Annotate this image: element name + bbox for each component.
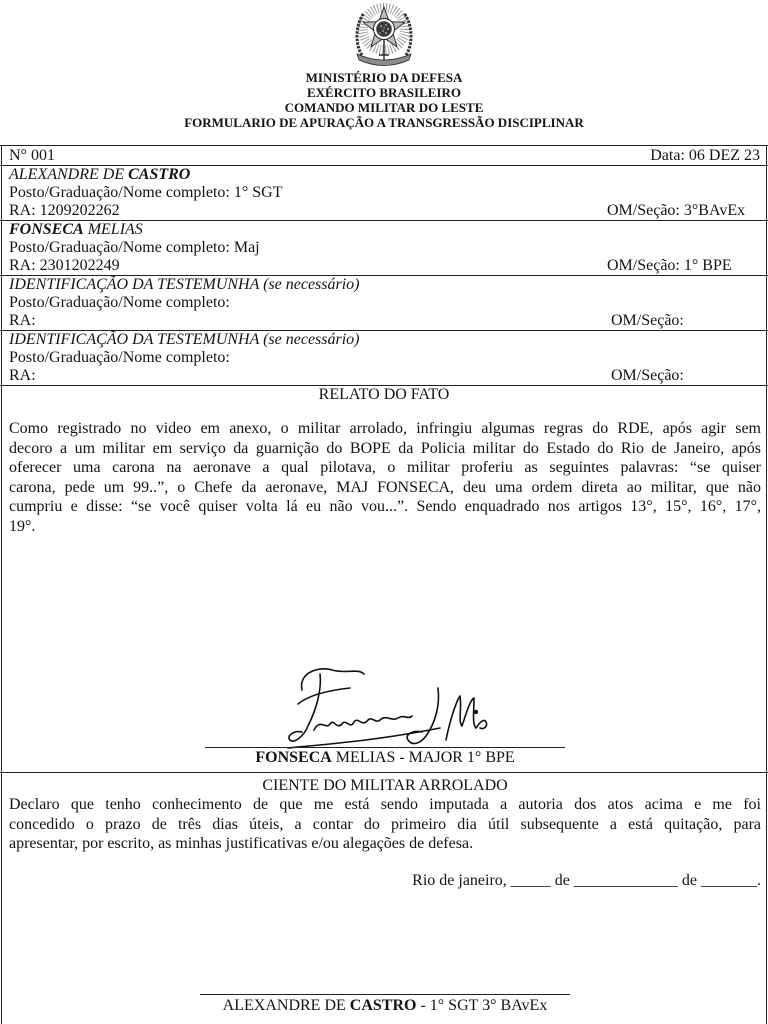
reporter-given-name: MELIAS xyxy=(83,221,143,238)
reporter-name xyxy=(0,221,768,239)
witness-om: OM/Seção: xyxy=(611,312,684,329)
witness-ra-line xyxy=(0,312,768,330)
accused-om: OM/Seção: 3°BAvEx xyxy=(607,202,746,219)
report-line: 19°. xyxy=(9,517,36,535)
reporter-signature-rest: MELIAS - MAJOR 1° BPE xyxy=(331,749,515,766)
witness-om: OM/Seção: xyxy=(611,367,684,384)
army-title: EXÉRCITO BRASILEIRO xyxy=(306,85,461,100)
witness-heading: IDENTIFICAÇÃO DA TESTEMUNHA (se necessário) xyxy=(9,276,360,293)
accused-ra: RA: 1209202262 xyxy=(9,202,120,219)
witness-section-1 xyxy=(0,276,768,331)
witness-ra-line xyxy=(0,367,768,385)
acknowledgement-line: concedido o prazo de três dias úteis, a contar do primeiro dia útil subsequente a está quitação, para xyxy=(9,815,761,833)
ministry-title: MINISTÉRIO DA DEFESA xyxy=(305,70,463,85)
reporter-ra-line xyxy=(0,257,768,275)
reporter-ra: RA: 2301202249 xyxy=(9,257,120,274)
command-title: COMANDO MILITAR DO LESTE xyxy=(284,100,484,115)
form-header-row xyxy=(0,146,768,166)
coat-of-arms-emblem xyxy=(352,3,416,67)
section-divider xyxy=(0,772,768,773)
reporter-signature-surname: FONSECA xyxy=(255,749,332,766)
witness-rank: Posto/Graduação/Nome completo: xyxy=(9,294,230,311)
accused-signature-given: ALEXANDRE DE xyxy=(222,997,350,1014)
accused-ra-line xyxy=(0,202,768,220)
report-title: RELATO DO FATO xyxy=(318,386,450,403)
accused-given-name: ALEXANDRE DE xyxy=(9,166,129,183)
document-header xyxy=(0,70,768,130)
witness-heading: IDENTIFICAÇÃO DA TESTEMUNHA (se necessário) xyxy=(9,331,360,348)
accused-section xyxy=(0,166,768,221)
place-date: Rio de janeiro, _____ de _____________ de _______. xyxy=(412,871,761,889)
report-line: carona, pede um 99..”, o Chefe da aeronave, MAJ FONSECA, deu uma ordem direta ao militar, que não xyxy=(9,478,761,496)
witness-section-2 xyxy=(0,331,768,386)
acknowledgement-title: CIENTE DO MILITAR ARROLADO xyxy=(262,777,508,794)
witness-rank: Posto/Graduação/Nome completo: xyxy=(9,349,230,366)
report-line: cumpriu e disse: “se você quiser volta lá eu não vou...”. Sendo enquadrado nos artigos 13°, 15°, 16°, 17°, xyxy=(9,498,761,515)
acknowledgement-section xyxy=(9,777,761,890)
witness-ra: RA: xyxy=(9,367,36,384)
witness-ra: RA: xyxy=(9,312,36,329)
form-title: FORMULARIO DE APURAÇÃO A TRANSGRESSÃO DISCIPLINAR xyxy=(184,115,584,130)
handwritten-signature xyxy=(280,660,490,752)
reporter-section xyxy=(0,221,768,276)
report-paragraph xyxy=(9,419,761,536)
report-line: decoro a um militar em serviço da guarnição do BOPE da Policia militar do Estado do Rio de Janeiro, após xyxy=(9,439,761,457)
acknowledgement-line: apresentar, por escrito, as minhas justificativas e/ou alegações de defesa. xyxy=(9,835,474,852)
reporter-signature-name xyxy=(150,749,620,766)
report-line: oferecer uma carona na aeronave a qual pilotava, o militar proferiu as seguintes palavras: “se quiser xyxy=(9,459,761,476)
acknowledgement-line: Declaro que tenho conhecimento de que me está sendo imputada a autoria dos atos acima e me foi xyxy=(9,796,761,813)
reporter-surname: FONSECA xyxy=(9,221,84,238)
accused-signature-surname: CASTRO xyxy=(349,997,417,1014)
identification-table xyxy=(0,146,768,404)
accused-name xyxy=(0,166,768,184)
reporter-om: OM/Seção: 1° BPE xyxy=(607,257,732,274)
form-date: Data: 06 DEZ 23 xyxy=(650,147,760,164)
form-number: N° 001 xyxy=(9,147,55,164)
accused-surname: CASTRO xyxy=(128,166,191,183)
accused-signature-name xyxy=(150,997,620,1014)
reporter-signature-line xyxy=(205,747,565,748)
accused-rank: Posto/Graduação/Nome completo: 1° SGT xyxy=(9,184,283,201)
report-line: Como registrado no video em anexo, o militar arrolado, infringiu algumas regras do RDE, após agir sem xyxy=(9,420,761,437)
accused-signature-rest: - 1° SGT 3° BAvEx xyxy=(416,997,548,1014)
accused-signature-line xyxy=(200,994,570,995)
reporter-rank: Posto/Graduação/Nome completo: Maj xyxy=(9,239,260,256)
